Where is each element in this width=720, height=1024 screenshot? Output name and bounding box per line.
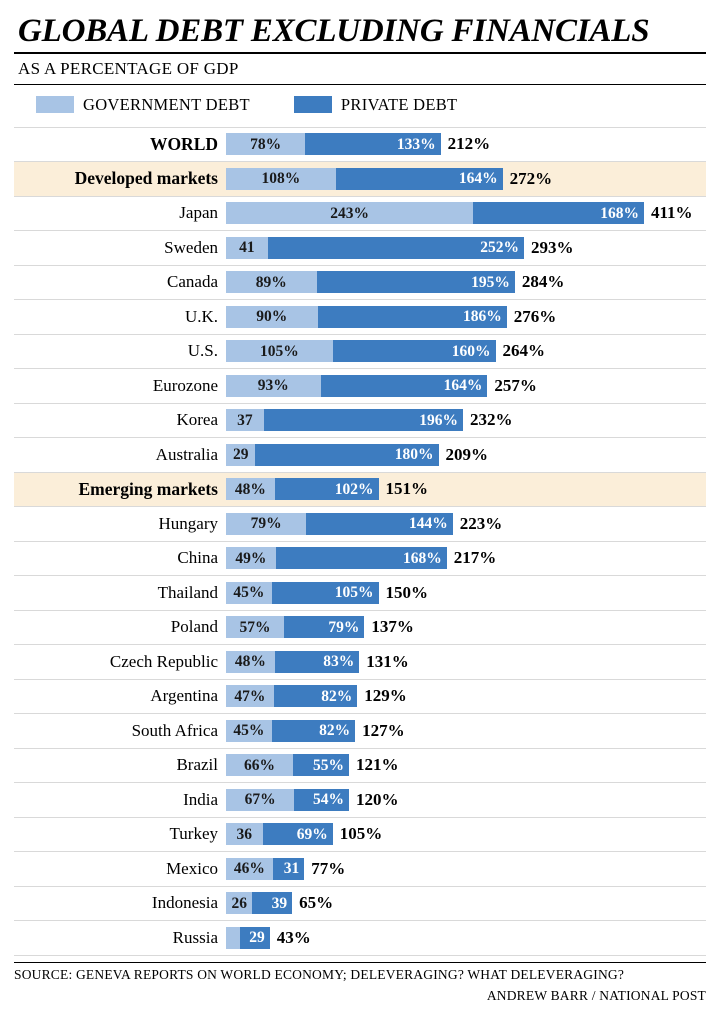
row-total-value: 284% xyxy=(521,272,565,292)
row-total-value: 131% xyxy=(366,651,409,671)
bar-value-government: 66% xyxy=(244,756,276,774)
bar-value-private: 54% xyxy=(313,791,345,809)
bar-value-private: 195% xyxy=(471,273,510,291)
bar-government-debt xyxy=(226,754,293,776)
title-divider xyxy=(14,52,706,54)
bar-value-government: 46% xyxy=(233,860,265,878)
bar-government-debt xyxy=(226,168,336,190)
bar-value-government: 67% xyxy=(244,791,276,809)
bar-government-debt xyxy=(226,306,318,328)
bar-private-debt xyxy=(273,858,305,880)
row-bars xyxy=(226,783,706,817)
table-row xyxy=(14,542,706,577)
bar-private-debt xyxy=(306,513,452,535)
bar-private-debt xyxy=(336,168,503,190)
bar-government-debt xyxy=(226,547,276,569)
bar-value-government: 79% xyxy=(250,515,282,533)
bar-private-debt xyxy=(473,202,644,224)
bar-government-debt xyxy=(226,409,264,431)
row-label-canada: Canada xyxy=(167,272,218,292)
legend-item-private xyxy=(294,95,458,115)
bar-value-government: 29 xyxy=(232,446,249,464)
bar-private-debt xyxy=(305,133,440,155)
row-bars xyxy=(226,576,706,610)
row-bars xyxy=(226,611,706,645)
bar-private-debt xyxy=(333,340,496,362)
table-row xyxy=(14,404,706,439)
bar-government-debt xyxy=(226,375,321,397)
bar-government-debt xyxy=(226,271,317,293)
bar-value-government: 49% xyxy=(235,549,267,567)
row-total-value: 120% xyxy=(356,789,399,809)
bar-government-debt xyxy=(226,789,294,811)
row-total-value: 127% xyxy=(362,720,405,740)
row-label-u-k: U.K. xyxy=(184,306,218,326)
row-bars xyxy=(226,852,706,886)
bar-government-debt xyxy=(226,582,272,604)
table-row xyxy=(14,507,706,542)
bar-value-private: 102% xyxy=(334,480,374,498)
bar-value-private: 164% xyxy=(458,170,498,188)
bar-value-government: 108% xyxy=(261,170,301,188)
bar-private-debt xyxy=(318,306,507,328)
row-bars xyxy=(226,438,706,472)
bar-value-government: 105% xyxy=(260,342,299,360)
bar-value-government: 41 xyxy=(239,239,255,257)
table-row xyxy=(14,369,706,404)
bar-government-debt xyxy=(226,340,333,362)
row-bars xyxy=(226,749,706,783)
bar-value-private: 168% xyxy=(402,549,442,567)
row-total-value: 223% xyxy=(459,513,503,533)
row-bars xyxy=(226,921,706,955)
row-total-value: 105% xyxy=(339,824,383,844)
bar-government-debt xyxy=(226,202,473,224)
bar-value-private: 83% xyxy=(323,653,355,671)
bar-government-debt xyxy=(226,616,284,638)
row-total-value: 65% xyxy=(299,893,334,913)
row-label-sweden: Sweden xyxy=(164,237,218,257)
row-label-u-s: U.S. xyxy=(187,341,218,361)
bar-government-debt xyxy=(226,927,240,949)
row-total-value: 150% xyxy=(385,582,429,602)
bar-government-debt xyxy=(226,133,305,155)
table-row xyxy=(14,162,706,197)
bar-government-debt xyxy=(226,858,273,880)
row-label-australia: Australia xyxy=(155,444,218,464)
row-total-value: 151% xyxy=(385,479,429,499)
row-bars xyxy=(226,887,706,921)
bar-private-debt xyxy=(264,409,463,431)
table-row xyxy=(14,335,706,370)
bar-value-government: 47% xyxy=(234,687,266,705)
bar-value-government: 36 xyxy=(236,825,253,843)
bar-value-private: 31 xyxy=(283,860,300,878)
bar-private-debt xyxy=(284,616,364,638)
row-label-eurozone: Eurozone xyxy=(152,375,218,395)
row-bars xyxy=(226,266,706,300)
table-row xyxy=(14,645,706,680)
table-row xyxy=(14,680,706,715)
row-bars xyxy=(226,128,706,162)
bar-value-private: 79% xyxy=(328,618,360,636)
row-total-value: 257% xyxy=(494,375,537,395)
row-label-india: India xyxy=(183,789,218,809)
subtitle-divider xyxy=(14,84,706,85)
row-total-value: 121% xyxy=(356,755,399,775)
row-label-korea: Korea xyxy=(176,410,218,430)
row-total-value: 43% xyxy=(276,927,311,947)
row-bars xyxy=(226,542,706,576)
row-label-indonesia: Indonesia xyxy=(151,893,218,913)
bar-private-debt xyxy=(263,823,333,845)
source-note: SOURCE: GENEVA REPORTS ON WORLD ECONOMY; DELEVERAGING? WHAT DELEVERAGING? xyxy=(14,966,625,982)
row-bars xyxy=(226,507,706,541)
bar-value-private: 69% xyxy=(296,825,328,843)
bar-value-private: 160% xyxy=(451,342,491,360)
bar-value-private: 180% xyxy=(394,446,434,464)
bar-value-government: 93% xyxy=(257,377,289,395)
bar-value-private: 55% xyxy=(313,756,345,774)
bar-government-debt xyxy=(226,513,306,535)
bar-private-debt xyxy=(321,375,488,397)
bar-private-debt xyxy=(276,547,447,569)
row-label-hungary: Hungary xyxy=(158,513,218,533)
row-label-mexico: Mexico xyxy=(166,858,218,878)
row-label-thailand: Thailand xyxy=(157,582,218,602)
row-label-czech-republic: Czech Republic xyxy=(109,651,218,671)
legend-item-government xyxy=(36,95,250,115)
bar-value-private: 105% xyxy=(334,584,374,602)
row-bars xyxy=(226,335,706,369)
row-label-brazil: Brazil xyxy=(176,755,218,775)
bar-value-private: 144% xyxy=(409,515,448,533)
bar-value-private: 29 xyxy=(249,929,265,947)
bar-private-debt xyxy=(293,754,349,776)
bar-value-private: 82% xyxy=(319,722,351,740)
bar-private-debt xyxy=(272,582,379,604)
legend-swatch-government xyxy=(36,96,74,113)
row-bars xyxy=(226,404,706,438)
table-row xyxy=(14,576,706,611)
row-label-south-africa: South Africa xyxy=(131,720,218,740)
bar-government-debt xyxy=(226,892,252,914)
table-row xyxy=(14,438,706,473)
bar-value-private: 168% xyxy=(600,204,639,222)
row-label-emerging-markets: Emerging markets xyxy=(78,478,218,499)
row-label-developed-markets: Developed markets xyxy=(74,168,218,189)
row-total-value: 212% xyxy=(447,134,491,154)
bar-private-debt xyxy=(272,720,355,742)
row-label-japan: Japan xyxy=(179,203,218,223)
row-total-value: 272% xyxy=(509,168,553,188)
bar-government-debt xyxy=(226,823,263,845)
bar-value-government: 45% xyxy=(233,722,265,740)
row-bars xyxy=(226,231,706,265)
bar-value-government: 26 xyxy=(231,894,247,912)
row-bars xyxy=(226,714,706,748)
bar-value-government: 90% xyxy=(256,308,288,326)
bar-value-private: 82% xyxy=(321,687,353,705)
row-label-china: China xyxy=(177,548,218,568)
bar-value-government: 45% xyxy=(233,584,265,602)
row-total-value: 77% xyxy=(311,858,346,878)
row-total-value: 232% xyxy=(469,410,513,430)
row-label-argentina: Argentina xyxy=(150,686,218,706)
bar-private-debt xyxy=(275,478,379,500)
debt-bar-chart xyxy=(14,127,706,956)
bar-private-debt xyxy=(274,685,357,707)
page-title: GLOBAL DEBT EXCLUDING FINANCIALS xyxy=(18,13,650,49)
bar-value-government: 57% xyxy=(239,618,271,636)
row-total-value: 276% xyxy=(513,306,557,326)
row-total-value: 264% xyxy=(502,341,545,361)
bar-private-debt xyxy=(317,271,515,293)
bar-value-private: 39 xyxy=(271,894,288,912)
table-row xyxy=(14,852,706,887)
table-row xyxy=(14,127,706,163)
row-total-value: 411% xyxy=(650,203,693,223)
bar-private-debt xyxy=(252,892,292,914)
bar-government-debt xyxy=(226,720,272,742)
bar-value-government: 78% xyxy=(250,135,282,153)
bar-government-debt xyxy=(226,651,275,673)
row-total-value: 137% xyxy=(371,617,414,637)
table-row xyxy=(14,197,706,232)
row-total-value: 217% xyxy=(453,548,497,568)
row-bars xyxy=(226,473,706,507)
row-bars xyxy=(226,680,706,714)
row-label-russia: Russia xyxy=(172,927,218,947)
row-bars xyxy=(226,645,706,679)
bar-value-private: 164% xyxy=(443,377,483,395)
table-row xyxy=(14,887,706,922)
bar-government-debt xyxy=(226,444,255,466)
bar-private-debt xyxy=(294,789,349,811)
bar-value-private: 196% xyxy=(419,411,458,429)
row-total-value: 129% xyxy=(364,686,407,706)
legend-label-private: PRIVATE DEBT xyxy=(340,94,458,114)
bar-private-debt xyxy=(255,444,438,466)
row-bars xyxy=(226,300,706,334)
table-row xyxy=(14,231,706,266)
table-row xyxy=(14,921,706,956)
table-row xyxy=(14,783,706,818)
row-total-value: 293% xyxy=(530,237,574,257)
bar-private-debt xyxy=(275,651,359,673)
bar-value-private: 252% xyxy=(480,239,519,257)
table-row xyxy=(14,300,706,335)
legend-label-government: GOVERNMENT DEBT xyxy=(83,94,250,114)
table-row xyxy=(14,714,706,749)
row-label-turkey: Turkey xyxy=(169,824,218,844)
row-bars xyxy=(226,818,706,852)
bar-value-government: 48% xyxy=(234,480,266,498)
bar-value-government: 243% xyxy=(330,204,369,222)
row-total-value: 209% xyxy=(445,444,489,464)
table-row xyxy=(14,818,706,853)
chart-legend xyxy=(14,95,706,115)
row-label-world: WORLD xyxy=(149,133,218,154)
credit-note: ANDREW BARR / NATIONAL POST xyxy=(486,987,706,1003)
table-row xyxy=(14,473,706,508)
bar-value-private: 133% xyxy=(396,135,436,153)
bar-value-government: 48% xyxy=(234,653,266,671)
bar-value-government: 37 xyxy=(237,411,253,429)
bar-government-debt xyxy=(226,478,275,500)
legend-swatch-private xyxy=(294,96,332,113)
bar-government-debt xyxy=(226,237,268,259)
page-subtitle: AS A PERCENTAGE OF GDP xyxy=(18,58,239,78)
bar-private-debt xyxy=(240,927,269,949)
row-bars xyxy=(226,369,706,403)
bar-value-private: 186% xyxy=(462,308,502,326)
table-row xyxy=(14,611,706,646)
bar-government-debt xyxy=(226,685,274,707)
table-row xyxy=(14,266,706,301)
bar-private-debt xyxy=(268,237,524,259)
table-row xyxy=(14,749,706,784)
bar-value-government: 89% xyxy=(255,273,287,291)
row-bars xyxy=(226,162,706,196)
row-label-poland: Poland xyxy=(170,617,218,637)
row-bars xyxy=(226,197,706,231)
